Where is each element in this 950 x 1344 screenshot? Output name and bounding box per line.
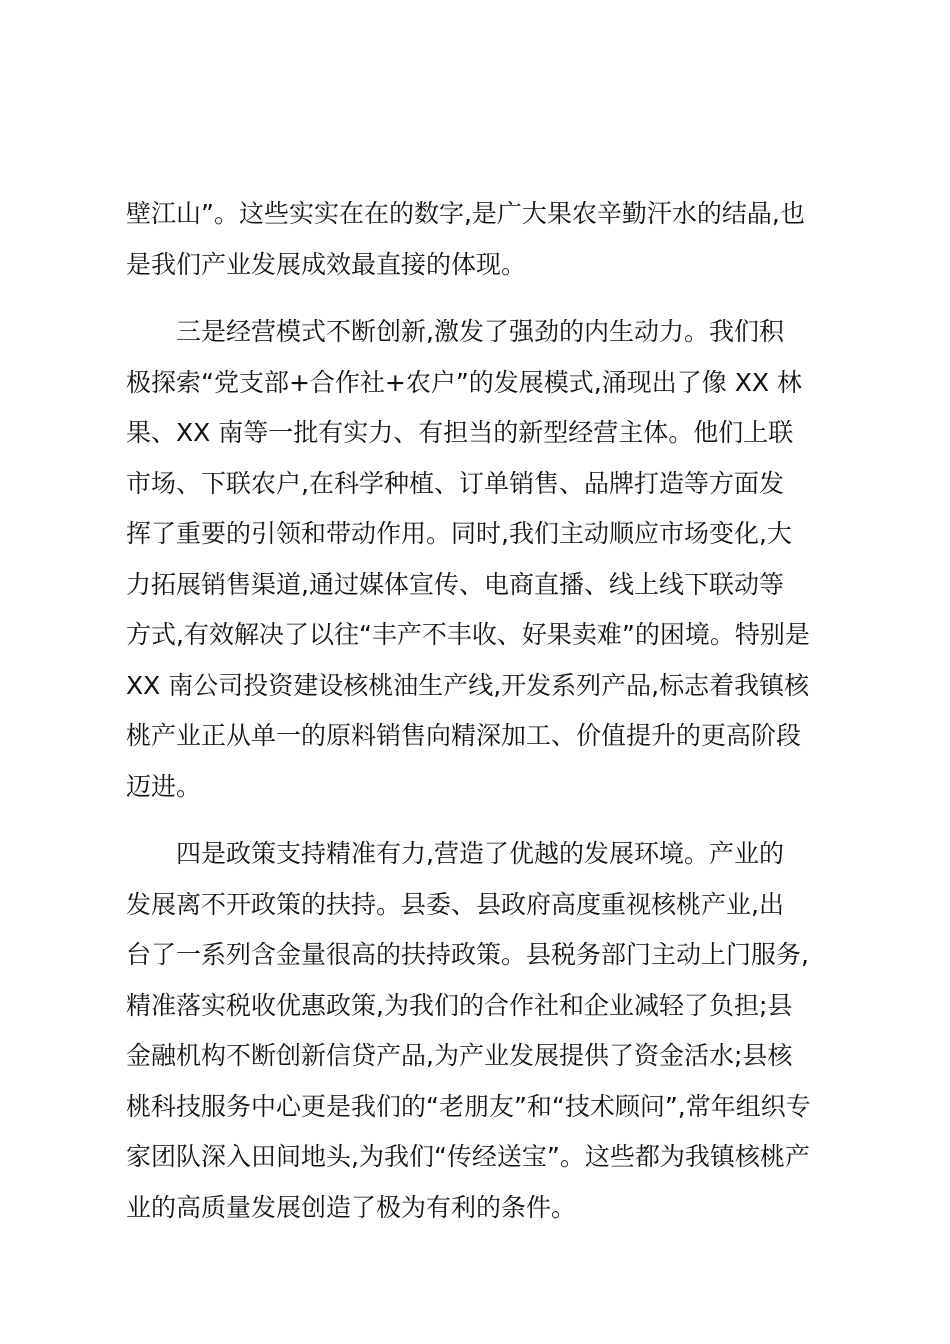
text-line: 是我们产业发展成效最直接的体现。 <box>126 249 527 279</box>
text-line: 业的高质量发展创造了极为有利的条件。 <box>126 1192 577 1222</box>
text-line: 极探索“党支部+合作社+农户”的发展模式,涌现出了像 XX 林 <box>126 367 802 397</box>
text-line: 挥了重要的引领和带动作用。同时,我们主动顺应市场变化,大 <box>126 519 792 548</box>
text-line: 四是政策支持精准有力,营造了优越的发展环境。产业的 <box>176 839 784 868</box>
text-line: 桃科技服务中心更是我们的“老朋友”和“技术顾问”,常年组织专 <box>126 1091 811 1121</box>
text-line: 三是经营模式不断创新,激发了强劲的内生动力。我们积 <box>176 317 784 346</box>
text-line: XX 南公司投资建设核桃油生产线,开发系列产品,标志着我镇核 <box>126 670 810 700</box>
paragraph-point-four <box>126 829 826 1233</box>
text-line: 壁江山”。这些实实在在的数字,是广大果农辛勤汗水的结晶,也 <box>126 199 805 228</box>
text-line: 方式,有效解决了以往“丰产不丰收、好果卖难”的困境。特别是 <box>126 620 810 649</box>
text-line: 迈进。 <box>126 771 202 801</box>
text-line: 精准落实税收优惠政策,为我们的合作社和企业减轻了负担;县 <box>126 990 793 1020</box>
text-line: 家团队深入田间地头,为我们“传经送宝”。这些都为我镇核桃产 <box>126 1142 810 1171</box>
text-line: 市场、下联农户,在科学种植、订单销售、品牌打造等方面发 <box>126 468 784 498</box>
text-line: 金融机构不断创新信贷产品,为产业发展提供了资金活水;县核 <box>126 1041 793 1070</box>
paragraph-point-three <box>126 307 826 812</box>
text-line: 发展离不开政策的扶持。县委、县政府高度重视核桃产业,出 <box>126 889 784 919</box>
text-line: 台了一系列含金量很高的扶持政策。县税务部门主动上门服务, <box>126 940 809 969</box>
paragraph-continuation <box>126 189 826 290</box>
document-body <box>126 189 826 1250</box>
text-line: 力拓展销售渠道,通过媒体宣传、电商直播、线上线下联动等 <box>126 569 784 599</box>
text-line: 果、XX 南等一批有实力、有担当的新型经营主体。他们上联 <box>126 418 794 447</box>
text-line: 桃产业正从单一的原料销售向精深加工、价值提升的更高阶段 <box>126 721 802 750</box>
